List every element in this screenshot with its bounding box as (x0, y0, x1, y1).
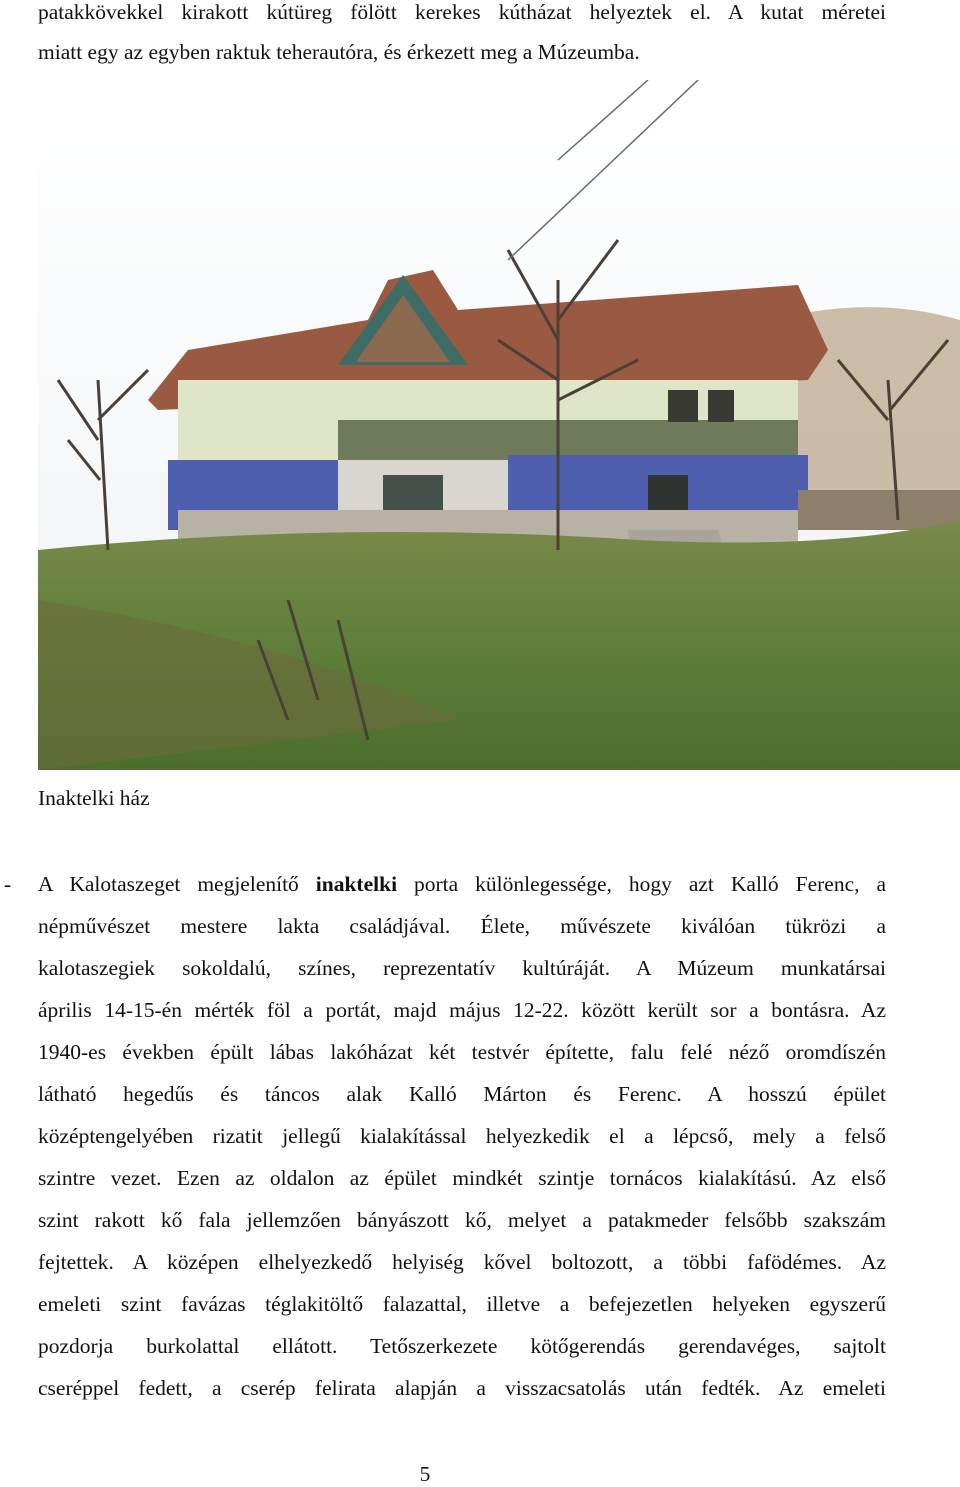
text-line: szint rakott kő fala jellemzően bányászott kő, melyet a patakmeder felsőbb szakszám (38, 1208, 886, 1232)
house-photo (38, 80, 960, 770)
text-line: kalotaszegiek sokoldalú, színes, reprezentatív kultúráját. A Múzeum munkatársai (38, 956, 886, 980)
text-line (38, 870, 886, 898)
text-line: szintre vezet. Ezen az oldalon az épület mindkét szintje tornácos kialakítású. Az első (38, 1166, 886, 1190)
text-segment: A Kalotaszeget megjelenítő (38, 872, 316, 896)
page-number: 5 (419, 1462, 431, 1486)
text-line: látható hegedűs és táncos alak Kalló Márton és Ferenc. A hosszú épület (38, 1082, 886, 1106)
text-line: április 14-15-én mérték föl a portát, majd május 12-22. között került sor a bontásra. Az (38, 998, 886, 1022)
text-line: fejtettek. A középen elhelyezkedő helyiség kővel boltozott, a többi fafödémes. Az (38, 1250, 886, 1274)
text-line: népművészet mestere lakta családjával. Élete, művészete kiválóan tükrözi a (38, 914, 886, 938)
text-line: miatt egy az egyben raktuk teherautóra, és érkezett meg a Múzeumba. (38, 40, 640, 64)
figure-caption: Inaktelki ház (38, 786, 150, 810)
text-line: emeleti szint favázas téglakitöltő falazattal, illetve a befejezetlen helyeken egyszerű (38, 1292, 886, 1316)
text-line: cseréppel fedett, a cserép felirata alapján a visszacsatolás után fedték. Az emeleti (38, 1376, 886, 1400)
text-line: középtengelyében rizatit jellegű kialakítással helyezkedik el a lépcső, mely a felső (38, 1124, 886, 1148)
text-line: patakkövekkel kirakott kútüreg fölött kerekes kútházat helyeztek el. A kutat méretei (38, 0, 886, 24)
bold-term: inaktelki (315, 872, 398, 896)
list-dash: - (4, 872, 12, 896)
text-line: 1940-es években épült lábas lakóházat két testvér építette, falu felé néző oromdíszén (38, 1040, 886, 1064)
text-segment: porta különlegessége, hogy azt Kalló Ferenc, a (397, 872, 887, 896)
text-line: pozdorja burkolattal ellátott. Tetőszerkezete kötőgerendás gerendavéges, sajtolt (38, 1334, 886, 1358)
